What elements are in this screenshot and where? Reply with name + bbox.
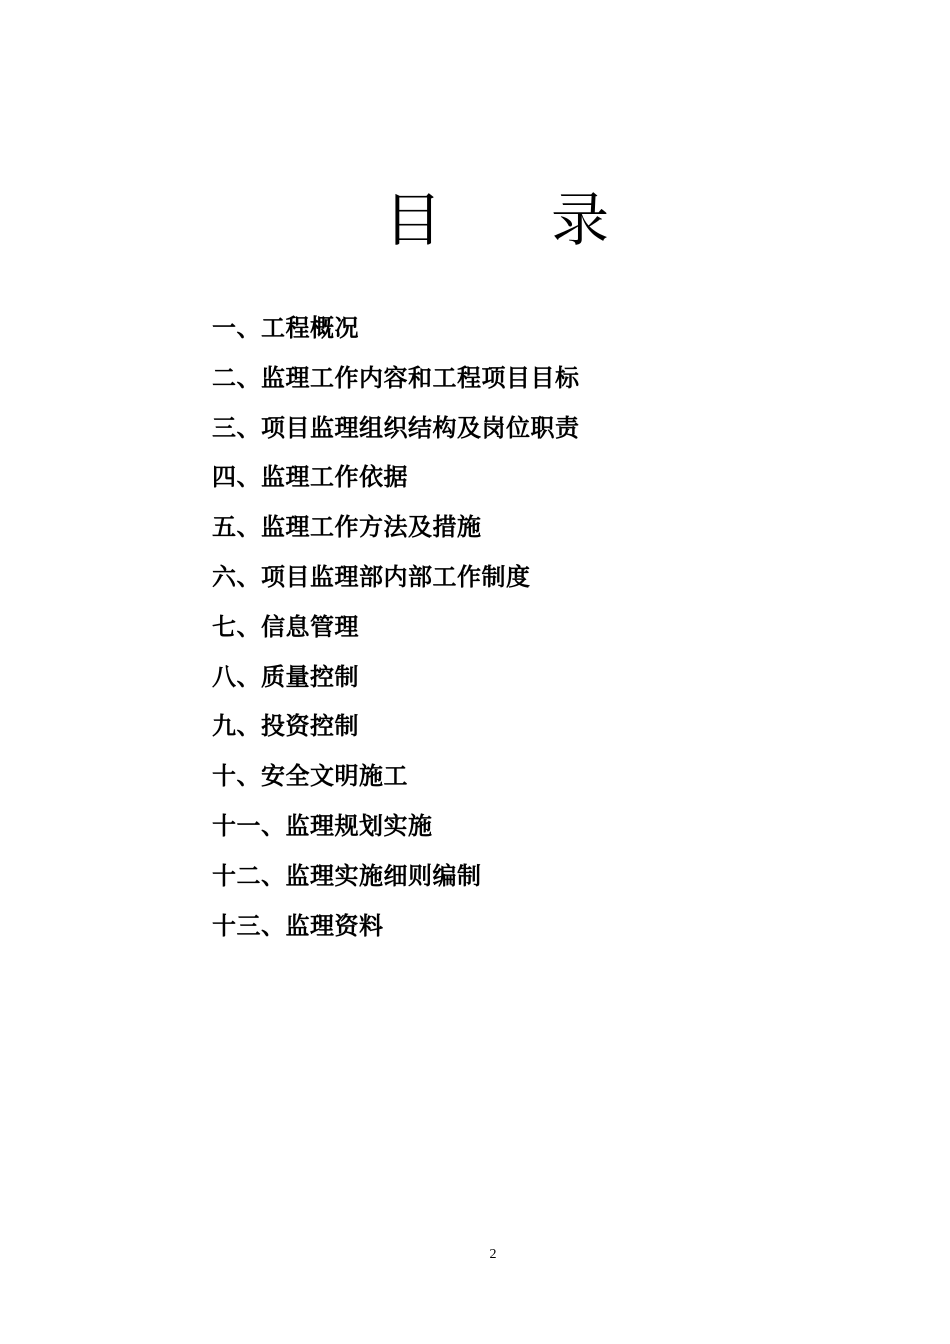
title-char-lu: 录 [551,186,610,254]
toc-item-7: 七、信息管理 [212,612,359,641]
toc-item-6: 六、项目监理部内部工作制度 [212,562,531,591]
toc-item-2: 二、监理工作内容和工程项目目标 [212,363,580,392]
table-of-contents [212,306,580,953]
page-number: 2 [489,1247,497,1262]
toc-item-5: 五、监理工作方法及措施 [212,513,482,542]
page-title [0,180,950,260]
toc-item-10: 十、安全文明施工 [212,762,408,791]
toc-item-3: 三、项目监理组织结构及岗位职责 [212,413,580,442]
title-char-mu: 目 [384,186,443,254]
toc-item-4: 四、监理工作依据 [212,463,408,492]
toc-item-13: 十三、监理资料 [212,911,384,940]
toc-item-9: 九、投资控制 [212,712,359,741]
toc-item-11: 十一、监理规划实施 [212,811,433,840]
toc-item-12: 十二、监理实施细则编制 [212,861,482,890]
toc-item-8: 八、质量控制 [212,662,359,691]
toc-item-1: 一、工程概况 [212,314,359,342]
